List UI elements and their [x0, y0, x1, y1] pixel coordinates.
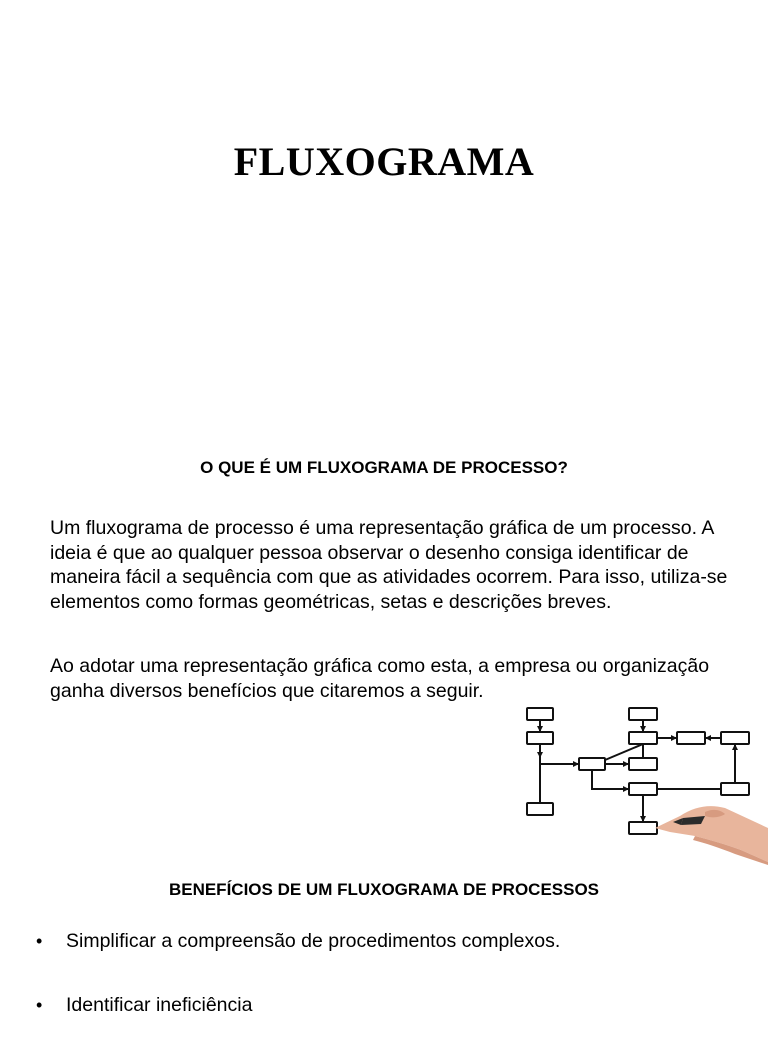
page-title: FLUXOGRAMA	[233, 139, 535, 184]
flow-box	[677, 732, 705, 744]
flow-box	[527, 708, 553, 720]
section-heading-benefits: BENEFÍCIOS DE UM FLUXOGRAMA DE PROCESSOS	[168, 880, 600, 899]
flow-box	[527, 732, 553, 744]
flow-box	[629, 783, 657, 795]
flow-box	[629, 708, 657, 720]
flow-box	[721, 783, 749, 795]
list-item	[36, 992, 560, 1056]
list-item-text: Simplificar a compreensão de procedimentos complexos.	[66, 930, 561, 952]
flow-box	[629, 822, 657, 834]
flow-box	[629, 758, 657, 770]
benefits-list	[36, 928, 560, 1056]
flow-box	[579, 758, 605, 770]
hand-icon	[655, 806, 768, 865]
paragraph-definition: Um fluxograma de processo é uma representação gráfica de um processo. A ideia é que ao qualquer pessoa observar o desenho consiga identificar de maneira fácil a sequência com que as atividades ocorrem. Para isso, utiliza-se elementos como formas geométricas, setas e descrições breves.	[50, 517, 728, 613]
list-item	[36, 928, 560, 992]
paragraph-benefits-intro: Ao adotar uma representação gráfica como esta, a empresa ou organização ganha diversos benefícios que citaremos a seguir.	[50, 655, 710, 702]
flow-box	[629, 732, 657, 744]
list-item-text: Identificar ineficiência	[66, 994, 253, 1016]
flow-box	[527, 803, 553, 815]
section-heading-what-is: O QUE É UM FLUXOGRAMA DE PROCESSO?	[200, 458, 568, 477]
bullet-icon: •	[36, 931, 43, 951]
bullet-icon: •	[36, 995, 43, 1015]
flow-box	[721, 732, 749, 744]
hand-drawing-flowchart-illustration	[505, 700, 768, 865]
